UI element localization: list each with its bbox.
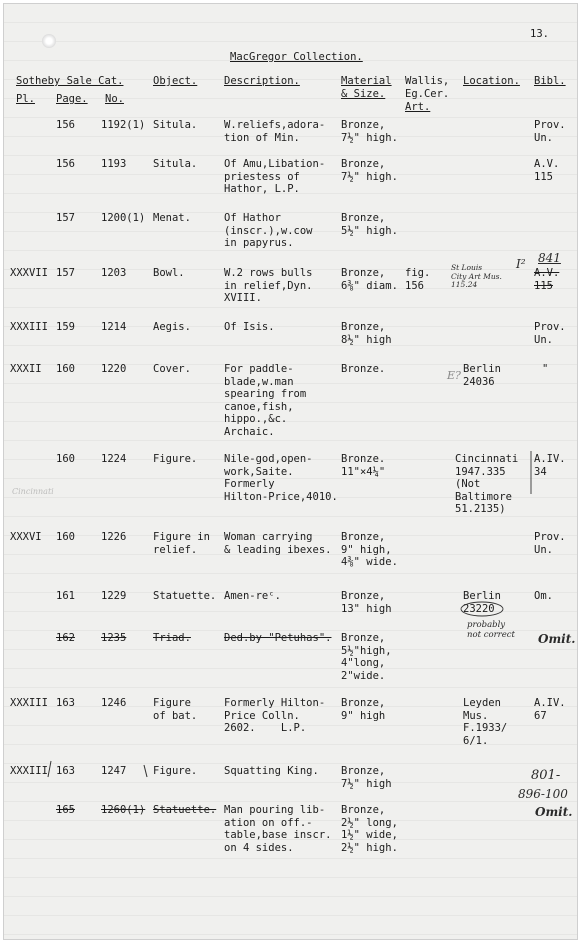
row-page: 165	[56, 804, 75, 816]
handwritten-omit: Omit.	[538, 632, 576, 646]
object-tick-mark	[144, 765, 147, 777]
row-no: 1229	[101, 590, 127, 602]
row-pl: XXXIII	[10, 321, 48, 333]
row-description: For paddle- blade,w.man spearing from canoe,fish, hippo.,&c. Archaic.	[224, 363, 307, 438]
row-object: Cover.	[153, 363, 191, 375]
row-description: Squatting King.	[224, 765, 319, 777]
header-object: Object.	[153, 75, 198, 87]
row-description: Woman carrying & leading ibexes.	[224, 531, 332, 556]
row-no: 1200(1)	[101, 212, 146, 224]
row-material: Bronze, 7½" high	[341, 765, 392, 790]
row-pl: XXXIII	[10, 697, 48, 709]
header-wallis-art: Art.	[405, 101, 431, 113]
row-page: 161	[56, 590, 75, 602]
header-sotheby: Sotheby Sale Cat.	[16, 75, 124, 87]
header-material-size: & Size.	[341, 88, 386, 100]
berlin-circle-mark	[461, 602, 503, 616]
row-material: Bronze, 9" high	[341, 697, 386, 722]
row-no: 1260(1)	[101, 804, 146, 816]
row-description: Ded.by "Petuhas".	[224, 632, 332, 644]
row-no: 1235	[101, 632, 127, 644]
row-pl: XXXII	[10, 363, 42, 375]
row-description: W.reliefs,adora- tion of Min.	[224, 119, 326, 144]
row-bibl: Prov. Un.	[534, 119, 566, 144]
pencil-left-margin-note: Cincinnati	[12, 487, 54, 496]
handwritten-896-100: 896-100	[518, 787, 568, 801]
row-material: Bronze, 8½" high	[341, 321, 392, 346]
row-bibl: Prov. Un.	[534, 531, 566, 556]
handwritten-omit-2: Omit.	[535, 805, 573, 819]
row-description: Nile-god,open- work,Saite. Formerly Hilton-Price,4010.	[224, 453, 338, 503]
row-object: Figure in relief.	[153, 531, 210, 556]
row-location: Berlin 24036	[463, 363, 501, 388]
row-material: Bronze, 9" high, 4⅜" wide.	[341, 531, 398, 568]
row-no: 1247	[101, 765, 127, 777]
header-no: No.	[105, 93, 124, 105]
row-pl: XXXVI	[10, 531, 42, 543]
row-page: 160	[56, 363, 75, 375]
row-bibl: "	[542, 363, 549, 375]
header-pl: Pl.	[16, 93, 35, 105]
row-description: Amen-reᶜ.	[224, 590, 281, 602]
row-page: 159	[56, 321, 75, 333]
header-description: Description.	[224, 75, 300, 87]
row-material: Bronze, 5½"high, 4"long, 2"wide.	[341, 632, 392, 682]
row-object: Figure of bat.	[153, 697, 198, 722]
row-object: Menat.	[153, 212, 191, 224]
handwritten-i2: I²	[516, 257, 526, 271]
row-object: Statuette.	[153, 590, 217, 602]
handwritten-probably-not-correct: probably not correct	[467, 620, 515, 640]
row-object: Figure.	[153, 765, 198, 777]
handwritten-801: 801-	[531, 768, 561, 783]
row-object: Aegis.	[153, 321, 191, 333]
row-object: Figure.	[153, 453, 198, 465]
row-bibl: Prov. Un.	[534, 321, 566, 346]
handwritten-st-louis: St Louis City Art Mus. 115.24	[451, 263, 502, 289]
handwritten-bibl-841: 841	[538, 251, 561, 265]
row-page: 160	[56, 531, 75, 543]
row-material: Bronze, 2½" long, 1½" wide, 2½" high.	[341, 804, 398, 854]
row-object: Situla.	[153, 158, 198, 170]
row-page: 156	[56, 158, 75, 170]
row-no: 1246	[101, 697, 127, 709]
row-description: W.2 rows bulls in relief,Dyn. XVIII.	[224, 267, 313, 304]
document-page	[3, 3, 578, 940]
row-material: Bronze, 7½" high.	[341, 158, 398, 183]
row-page: 160	[56, 453, 75, 465]
header-material: Material	[341, 75, 392, 87]
row-object: Situla.	[153, 119, 198, 131]
row-location: Cincinnati 1947.335 (Not Baltimore 51.2135)	[455, 453, 519, 515]
row-no: 1203	[101, 267, 127, 279]
header-wallis-egcer: Eg.Cer.	[405, 88, 450, 100]
row-page: 157	[56, 212, 75, 224]
row-no: 1220	[101, 363, 127, 375]
row-material: Bronze. 11"×4¼"	[341, 453, 386, 478]
row-wallis: fig. 156	[405, 267, 431, 292]
pen-marks	[4, 4, 577, 939]
row-object: Triad.	[153, 632, 191, 644]
row-pl: XXXVII	[10, 267, 48, 279]
row-description: Of Amu,Libation- priestess of Hathor, L.P.	[224, 158, 326, 195]
row-page: 157	[56, 267, 75, 279]
row-no: 1214	[101, 321, 127, 333]
page-number: 13.	[530, 28, 549, 40]
row-no: 1193	[101, 158, 127, 170]
row-material: Bronze, 7½" high.	[341, 119, 398, 144]
row-page: 163	[56, 697, 75, 709]
row-object: Bowl.	[153, 267, 185, 279]
pencil-e-mark: E?	[447, 369, 461, 382]
row-pl: XXXIII	[10, 765, 48, 777]
header-location: Location.	[463, 75, 520, 87]
row-bibl: A.V. 115	[534, 158, 560, 183]
row-description: Formerly Hilton- Price Colln. 2602. L.P.	[224, 697, 326, 734]
header-bibl: Bibl.	[534, 75, 566, 87]
row-no: 1192(1)	[101, 119, 146, 131]
row-bibl: A.V. 115	[534, 267, 560, 292]
header-wallis: Wallis,	[405, 75, 450, 87]
page-title: MacGregor Collection.	[230, 51, 363, 63]
row-bibl: A.IV. 34	[534, 453, 566, 478]
row-no: 1224	[101, 453, 127, 465]
row-no: 1226	[101, 531, 127, 543]
row-location: Leyden Mus. F.1933/ 6/1.	[463, 697, 508, 747]
row-description: Of Hathor (inscr.),w.cow in papyrus.	[224, 212, 313, 249]
row-description: Of Isis.	[224, 321, 275, 333]
row-page: 156	[56, 119, 75, 131]
row-material: Bronze.	[341, 363, 386, 375]
header-page: Page.	[56, 93, 88, 105]
row-location: Berlin 23220	[463, 590, 501, 615]
row-description: Man pouring lib- ation on off.- table,base inscr. on 4 sides.	[224, 804, 332, 854]
row-page: 162	[56, 632, 75, 644]
row-material: Bronze, 13" high	[341, 590, 392, 615]
row-page: 163	[56, 765, 75, 777]
row-material: Bronze, 5½" high.	[341, 212, 398, 237]
row-bibl: Om.	[534, 590, 553, 602]
pl-tick-mark	[48, 761, 51, 777]
row-bibl: A.IV. 67	[534, 697, 566, 722]
row-object: Statuette.	[153, 804, 217, 816]
row-material: Bronze, 6⅜" diam.	[341, 267, 398, 292]
